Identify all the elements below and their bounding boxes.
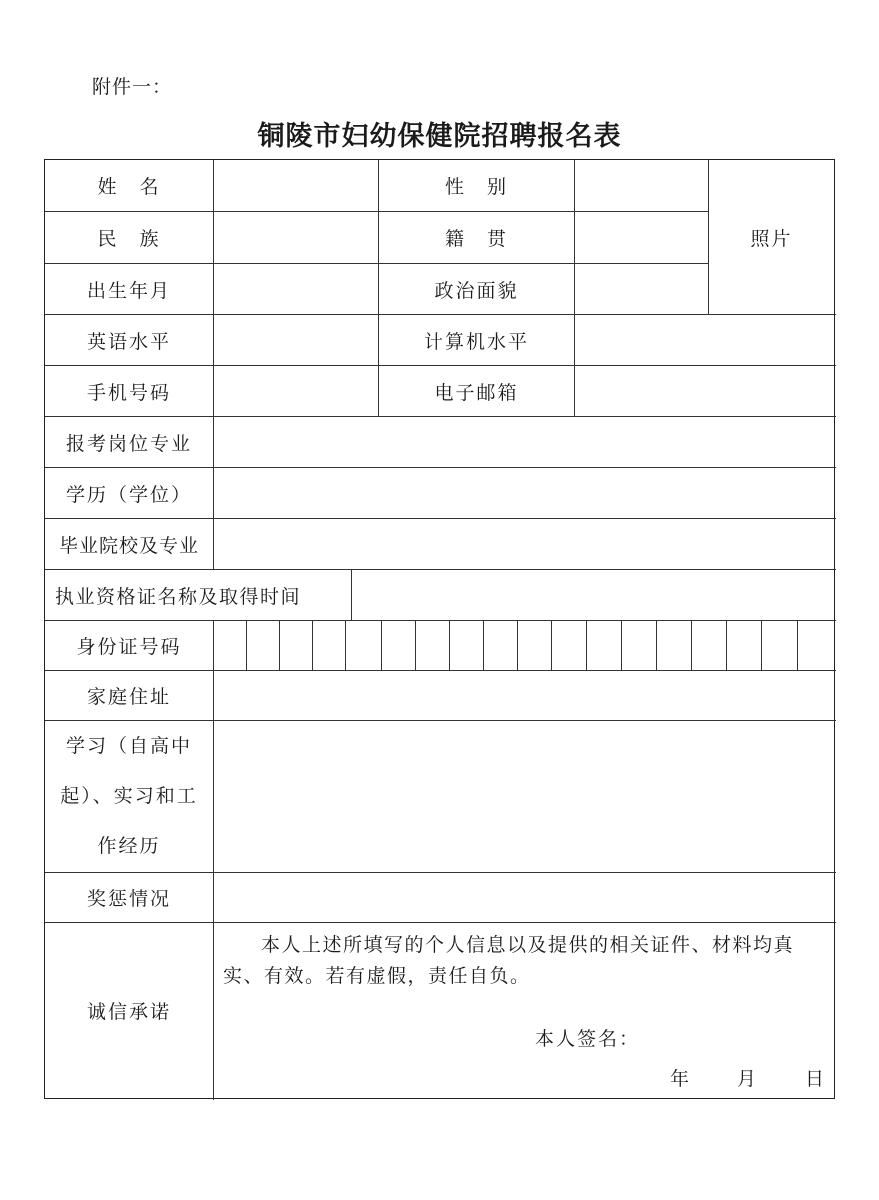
label-position-major: 报考岗位专业 [65, 432, 192, 455]
label-study-work-history [45, 720, 213, 872]
label-ethnicity: 民 族 [97, 228, 161, 250]
label-political-status: 政治面貌 [434, 279, 519, 302]
form-title: 铜陵市妇幼保健院招聘报名表 [257, 121, 622, 152]
ethnicity-field[interactable] [214, 212, 378, 263]
label-native-place: 籍 贯 [444, 228, 508, 250]
rewards-field[interactable] [214, 873, 834, 922]
date-year-label: 年 [670, 1068, 690, 1090]
label-birth-date: 出生年月 [86, 279, 171, 302]
label-rewards: 奖惩情况 [86, 888, 171, 910]
label-computer-level: 计算机水平 [423, 330, 529, 353]
home-address-field[interactable] [214, 671, 834, 720]
school-major-field[interactable] [214, 519, 834, 569]
date-month-label: 月 [737, 1068, 757, 1090]
computer-level-field[interactable] [575, 315, 834, 365]
gender-field[interactable] [575, 160, 708, 211]
label-english-level: 英语水平 [86, 330, 171, 353]
label-integrity-pledge: 诚信承诺 [86, 1001, 171, 1023]
native-place-field[interactable] [575, 212, 708, 263]
registration-form [44, 159, 835, 1099]
political-status-field[interactable] [575, 264, 708, 314]
label-home-address: 家庭住址 [86, 686, 171, 708]
label-name: 姓 名 [97, 176, 161, 198]
label-education: 学历（学位） [65, 483, 192, 506]
email-field[interactable] [575, 366, 834, 416]
english-level-field[interactable] [214, 315, 378, 365]
birth-date-field[interactable] [214, 264, 378, 314]
label-gender: 性 别 [444, 176, 508, 198]
study-work-line: 作经历 [97, 835, 161, 857]
study-work-history-field[interactable] [214, 721, 834, 872]
photo-box[interactable]: 照片 [750, 227, 793, 250]
id-number-field[interactable] [214, 621, 834, 670]
label-mobile: 手机号码 [86, 381, 171, 404]
position-major-field[interactable] [214, 417, 834, 467]
education-field[interactable] [214, 468, 834, 518]
pledge-text: 本人上述所填写的个人信息以及提供的相关证件、材料均真实、有效。若有虚假，责任自负。 [223, 934, 795, 987]
label-email: 电子邮箱 [434, 381, 519, 404]
date-day-label: 日 [805, 1068, 825, 1090]
label-school-major: 毕业院校及专业 [58, 534, 199, 557]
label-license: 执业资格证名称及取得时间 [55, 585, 302, 608]
signature-label: 本人签名： [535, 1028, 641, 1050]
license-field[interactable] [352, 570, 834, 620]
name-field[interactable] [214, 160, 378, 211]
mobile-field[interactable] [214, 366, 378, 416]
label-id-number: 身份证号码 [76, 636, 182, 658]
study-work-line: 起）、实习和工 [60, 785, 198, 807]
attachment-label: 附件一： [92, 76, 173, 98]
study-work-line: 学习（自高中 [65, 735, 192, 757]
